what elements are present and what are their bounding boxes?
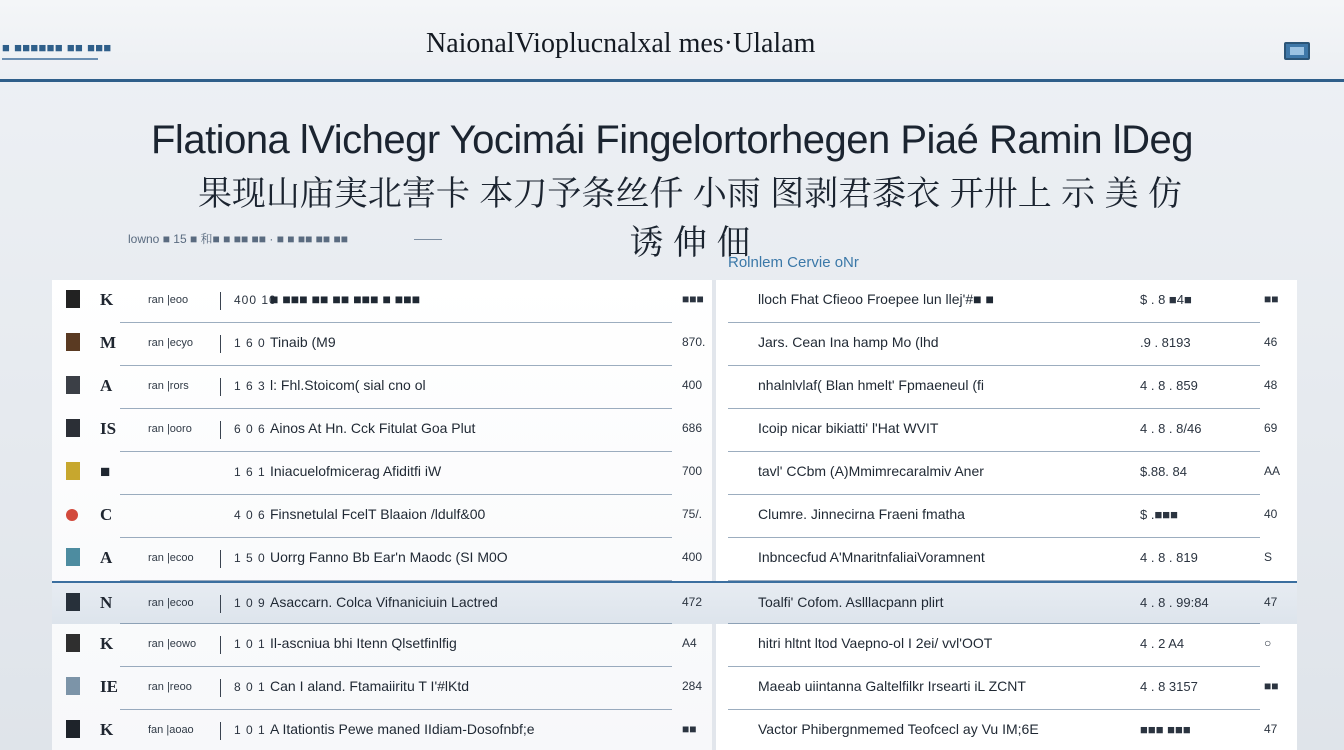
row-number: 1 0 1 xyxy=(234,637,266,651)
row-code: ran |reoo xyxy=(148,681,192,693)
row-right-description[interactable]: Vactor Phibergnmemed Teofcecl ay Vu IM;6E xyxy=(758,721,1039,737)
row-code: ran |rors xyxy=(148,380,189,392)
box-icon xyxy=(66,333,80,351)
table-row[interactable] xyxy=(52,495,1297,538)
row-right-value: .9 . 8193 xyxy=(1140,335,1191,350)
table-row[interactable] xyxy=(52,667,1297,710)
row-letter: A xyxy=(100,548,113,567)
row-extra: 69 xyxy=(1264,421,1278,435)
row-extra: S xyxy=(1264,550,1273,564)
row-extra: 46 xyxy=(1264,335,1278,349)
row-description[interactable]: Il-ascniua bhi Itenn Qlsetfinlfig xyxy=(270,635,457,651)
column-separator xyxy=(220,550,221,568)
row-description[interactable]: Tinaib (M9 xyxy=(270,334,336,350)
row-letter: A xyxy=(100,376,113,395)
row-code: ran |ecoo xyxy=(148,552,194,564)
row-extra: 47 xyxy=(1264,722,1278,736)
row-right-description[interactable]: tavl' CCbm (A)Mmimrecaralmiv Aner xyxy=(758,463,984,479)
row-number: 1 6 1 xyxy=(234,465,266,479)
row-right-description[interactable]: hitri hltnt ltod Vaepno-ol I 2ei/ vvl'OOT xyxy=(758,635,993,651)
row-code: ran |eoo xyxy=(148,294,189,306)
page-subheading: 果现山庙実北害卡 本刀予条丝仟 小雨 图剥君黍衣 开卅上 示 美 仿诱 伸 佃 xyxy=(197,175,1183,262)
row-code: ran |ooro xyxy=(148,423,192,435)
row-description[interactable]: Iniacuelofmicerag Afiditfi iW xyxy=(270,463,442,479)
row-right-value: 4 . 8 . 859 xyxy=(1140,378,1198,393)
row-code: ran |ecyo xyxy=(148,337,194,349)
row-number: 1 6 0 xyxy=(234,336,266,350)
row-value: 75/. xyxy=(682,507,703,521)
column-separator xyxy=(220,636,221,654)
row-number: 4 0 6 xyxy=(234,508,266,522)
row-right-value: $ .■■■ xyxy=(1140,507,1179,522)
row-right-value: 4 . 8 3157 xyxy=(1140,679,1198,694)
row-description[interactable]: Asaccarn. Colca Vifnaniciuin Lactred xyxy=(270,594,498,610)
row-description[interactable]: Can I aland. Ftamaiiritu T I'#lKtd xyxy=(270,678,470,694)
page-heading: Flationa lVichegr Yocimái Fingelortorhegen Piaé Ramin lDeg xyxy=(151,118,1193,162)
row-right-description[interactable]: Inbncecfud A'MnaritnfaliaiVoramnent xyxy=(758,549,985,565)
column-separator xyxy=(220,722,221,740)
row-number: 1 6 3 xyxy=(234,379,266,393)
row-letter: N xyxy=(100,593,113,612)
row-value: 400 xyxy=(682,550,703,564)
row-value: 284 xyxy=(682,679,703,693)
row-value: ■■■ xyxy=(682,292,704,306)
column-separator xyxy=(220,421,221,439)
row-extra: ■■ xyxy=(1264,292,1279,306)
row-letter: IS xyxy=(100,419,117,438)
row-description[interactable]: l: Fhl.Stoicom( sial cno ol xyxy=(270,377,426,393)
red-dot-icon xyxy=(66,509,78,521)
row-right-value: 4 . 8 . 8/46 xyxy=(1140,421,1202,436)
row-description[interactable]: Finsnetulal FcelT Blaaion /ldulf&00 xyxy=(270,506,486,522)
right-column-header: Rolnlem Cervie oNr xyxy=(728,254,859,271)
table-row[interactable] xyxy=(52,452,1297,495)
row-extra: AA xyxy=(1264,464,1281,478)
column-separator xyxy=(220,595,221,613)
column-separator xyxy=(220,679,221,697)
row-right-description[interactable]: Jars. Cean Ina hamp Mo (lhd xyxy=(758,334,939,350)
row-value: 472 xyxy=(682,595,703,609)
table-row[interactable] xyxy=(52,280,1297,323)
row-letter: K xyxy=(100,720,114,739)
row-letter: K xyxy=(100,634,114,653)
row-number: 1 0 9 xyxy=(234,596,266,610)
column-separator xyxy=(220,378,221,396)
row-value: 400 xyxy=(682,378,703,392)
row-right-description[interactable]: Toalfi' Cofom. Aslllacpann plirt xyxy=(758,594,944,610)
window-icon[interactable] xyxy=(1284,42,1310,60)
row-right-value: $ . 8 ■4■ xyxy=(1140,292,1192,307)
row-value: 686 xyxy=(682,421,703,435)
table-row[interactable] xyxy=(52,581,1297,624)
row-code: ran |ecoo xyxy=(148,597,194,609)
brand-underline xyxy=(2,58,98,60)
row-right-description[interactable]: Maeab uiintanna Galtelfilkr Irsearti iL ZCNT xyxy=(758,678,1026,694)
row-description[interactable]: Ainos At Hn. Cck Fitulat Goa Plut xyxy=(270,420,476,436)
table-row[interactable] xyxy=(52,323,1297,366)
file-icon xyxy=(66,419,80,437)
row-right-description[interactable]: nhalnlvlaf( Blan hmelt' Fpmaeneul (fi xyxy=(758,377,985,393)
row-code: fan |aoao xyxy=(148,724,194,736)
meta-divider xyxy=(414,239,442,240)
row-right-value: 4 . 8 . 819 xyxy=(1140,550,1198,565)
table-row[interactable] xyxy=(52,710,1297,750)
top-bar xyxy=(0,0,1344,82)
row-right-description[interactable]: Clumre. Jinnecirna Fraeni fmatha xyxy=(758,506,965,522)
row-value: 700 xyxy=(682,464,703,478)
row-letter: M xyxy=(100,333,117,352)
brand-logo[interactable]: ■ ■■■■■■ ■■ ■■■ xyxy=(2,40,112,55)
row-value: A4 xyxy=(682,636,697,650)
doc-icon xyxy=(66,720,80,738)
row-extra: ○ xyxy=(1264,636,1272,650)
row-right-description[interactable]: lloch Fhat Cfieoo Froepee lun llej'#■ ■ xyxy=(758,291,994,307)
star-icon xyxy=(66,462,80,480)
document-icon xyxy=(66,548,80,566)
data-table xyxy=(52,280,1297,750)
chip-icon xyxy=(66,634,80,652)
column-separator xyxy=(220,292,221,310)
row-right-value: 4 . 2 A4 xyxy=(1140,636,1185,651)
row-extra: 40 xyxy=(1264,507,1278,521)
row-number: 400 10 xyxy=(234,293,277,307)
column-separator xyxy=(220,335,221,353)
table-row[interactable] xyxy=(52,624,1297,667)
row-number: 1 5 0 xyxy=(234,551,266,565)
row-letter: C xyxy=(100,505,113,524)
row-letter: IE xyxy=(100,677,118,696)
alert-icon xyxy=(66,593,80,611)
table-row[interactable] xyxy=(52,366,1297,409)
row-value: ■■ xyxy=(682,722,697,736)
row-right-value: $.88. 84 xyxy=(1140,464,1187,479)
app-title: NaionalVioplucnalxal mes·Ulalam xyxy=(426,28,816,59)
table-row[interactable] xyxy=(52,409,1297,452)
row-right-description[interactable]: Icoip nicar bikiatti' l'Hat WVIT xyxy=(758,420,939,436)
label-icon xyxy=(66,376,80,394)
row-letter: K xyxy=(100,290,114,309)
row-right-value: ■■■ ■■■ xyxy=(1140,722,1191,737)
row-number: 1 0 1 xyxy=(234,723,266,737)
row-extra: ■■ xyxy=(1264,679,1279,693)
row-value: 870. xyxy=(682,335,706,349)
row-number: 6 0 6 xyxy=(234,422,266,436)
table-row[interactable] xyxy=(52,538,1297,581)
row-extra: 47 xyxy=(1264,595,1278,609)
row-code: ran |eowo xyxy=(148,638,197,650)
square-icon xyxy=(66,290,80,308)
row-right-value: 4 . 8 . 99:84 xyxy=(1140,595,1209,610)
meta-line: lowno ■ 15 ■ 和■ ■ ■■ ■■ · ■ ■ ■■ ■■ ■■ xyxy=(128,232,349,246)
row-description[interactable]: ■ ■■■ ■■ ■■ ■■■ ■ ■■■ xyxy=(270,291,421,307)
folder-icon xyxy=(66,677,80,695)
row-extra: 48 xyxy=(1264,378,1278,392)
row-description[interactable]: A Itationtis Pewe maned IIdiam-Dosofnbf;e xyxy=(270,721,535,737)
row-description[interactable]: Uorrg Fanno Bb Ear'n Maodc (SI M0O xyxy=(270,549,508,565)
row-letter: ■ xyxy=(100,462,111,481)
row-number: 8 0 1 xyxy=(234,680,266,694)
